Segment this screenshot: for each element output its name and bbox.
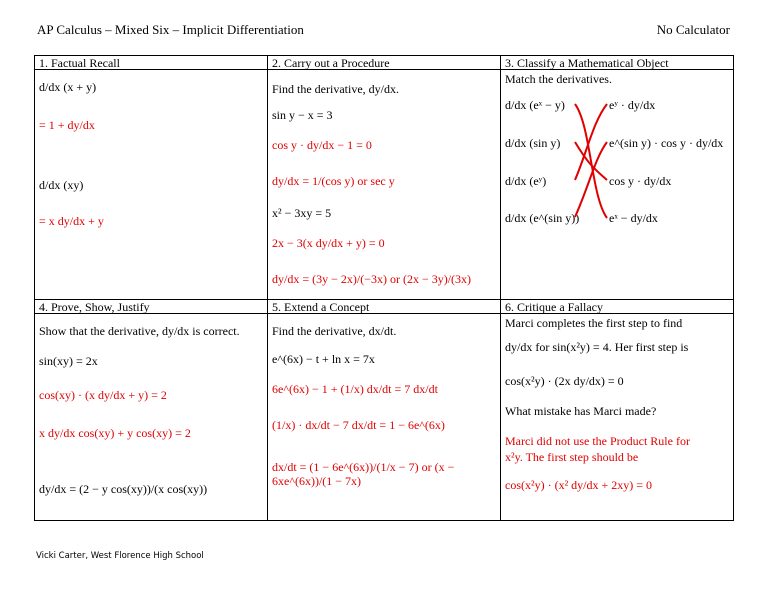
equation-line: cos(x²y) · (2x dy/dx) = 0 <box>505 374 624 388</box>
problem-line: Find the derivative, dy/dx. <box>272 82 399 96</box>
match-right-item: e^(sin y) · cos y · dy/dx <box>609 136 724 150</box>
answer-line: (1/x) · dx/dt − 7 dx/dt = 1 − 6e^(6x) <box>272 418 445 432</box>
answer-line: cos(xy) · (x dy/dx + y) = 2 <box>39 388 167 402</box>
answer-line: 2x − 3(x dy/dx + y) = 0 <box>272 236 385 250</box>
problem-grid <box>34 55 734 521</box>
match-right-item: eʸ · dy/dx <box>609 98 656 112</box>
match-left-item: d/dx (e^(sin y)) <box>505 211 580 225</box>
answer-line: dx/dt = (1 − 6e^(6x))/(1/x − 7) or (x − 6xe^(6x))/(1 − 7x) <box>272 460 455 488</box>
answer-line: x dy/dx cos(xy) + y cos(xy) = 2 <box>39 426 191 440</box>
cell-critique-fallacy <box>501 300 733 520</box>
result-line: dy/dx = (2 − y cos(xy))/(x cos(xy)) <box>39 482 208 496</box>
calculator-note: No Calculator <box>656 22 730 37</box>
cell-classify <box>501 56 733 300</box>
problem-line: d/dx (x + y) <box>39 80 97 94</box>
answer-line: = 1 + dy/dx <box>39 118 95 132</box>
cell-title: 2. Carry out a Procedure <box>268 56 500 70</box>
question-line: What mistake has Marci made? <box>505 404 657 418</box>
answer-line: cos(x²y) · (x² dy/dx + 2xy) = 0 <box>505 478 653 492</box>
cell-title: 1. Factual Recall <box>35 56 267 70</box>
answer-line: 6e^(6x) − 1 + (1/x) dx/dt = 7 dx/dt <box>272 382 438 396</box>
match-left-item: d/dx (eʸ) <box>505 174 547 188</box>
equation-line: sin y − x = 3 <box>272 108 333 122</box>
cell-procedure <box>268 56 501 300</box>
cell-factual-recall <box>35 56 268 300</box>
match-left-item: d/dx (eˣ − y) <box>505 98 565 112</box>
problem-line: dy/dx for sin(x²y) = 4. Her first step is <box>505 340 689 354</box>
instruction-line: Match the derivatives. <box>505 72 612 86</box>
author-footer: Vicki Carter, West Florence High School <box>36 551 204 561</box>
answer-line: dy/dx = (3y − 2x)/(−3x) or (2x − 3y)/(3x) <box>272 272 472 286</box>
cell-title: 3. Classify a Mathematical Object <box>501 56 733 70</box>
match-left-item: d/dx (sin y) <box>505 136 561 150</box>
answer-line: = x dy/dx + y <box>39 214 104 228</box>
problem-line: Marci completes the first step to find <box>505 316 683 330</box>
cell-title: 5. Extend a Concept <box>268 300 500 314</box>
worksheet-title: AP Calculus – Mixed Six – Implicit Differentiation <box>37 22 304 37</box>
problem-line: d/dx (xy) <box>39 178 84 192</box>
answer-line: x²y. The first step should be <box>505 450 639 464</box>
answer-line: dy/dx = 1/(cos y) or sec y <box>272 174 395 188</box>
cell-title: 6. Critique a Fallacy <box>501 300 733 314</box>
cell-extend-concept <box>268 300 501 520</box>
equation-line: sin(xy) = 2x <box>39 354 98 368</box>
problem-line: Find the derivative, dx/dt. <box>272 324 397 338</box>
match-right-item: eˣ − dy/dx <box>609 211 658 225</box>
match-right-item: cos y · dy/dx <box>609 174 672 188</box>
cell-prove-show <box>35 300 268 520</box>
problem-line: Show that the derivative, dy/dx is correct. <box>39 324 240 338</box>
equation-line: x² − 3xy = 5 <box>272 206 332 220</box>
answer-line: Marci did not use the Product Rule for <box>505 434 690 448</box>
answer-line: cos y · dy/dx − 1 = 0 <box>272 138 372 152</box>
cell-title: 4. Prove, Show, Justify <box>35 300 267 314</box>
equation-line: e^(6x) − t + ln x = 7x <box>272 352 375 366</box>
